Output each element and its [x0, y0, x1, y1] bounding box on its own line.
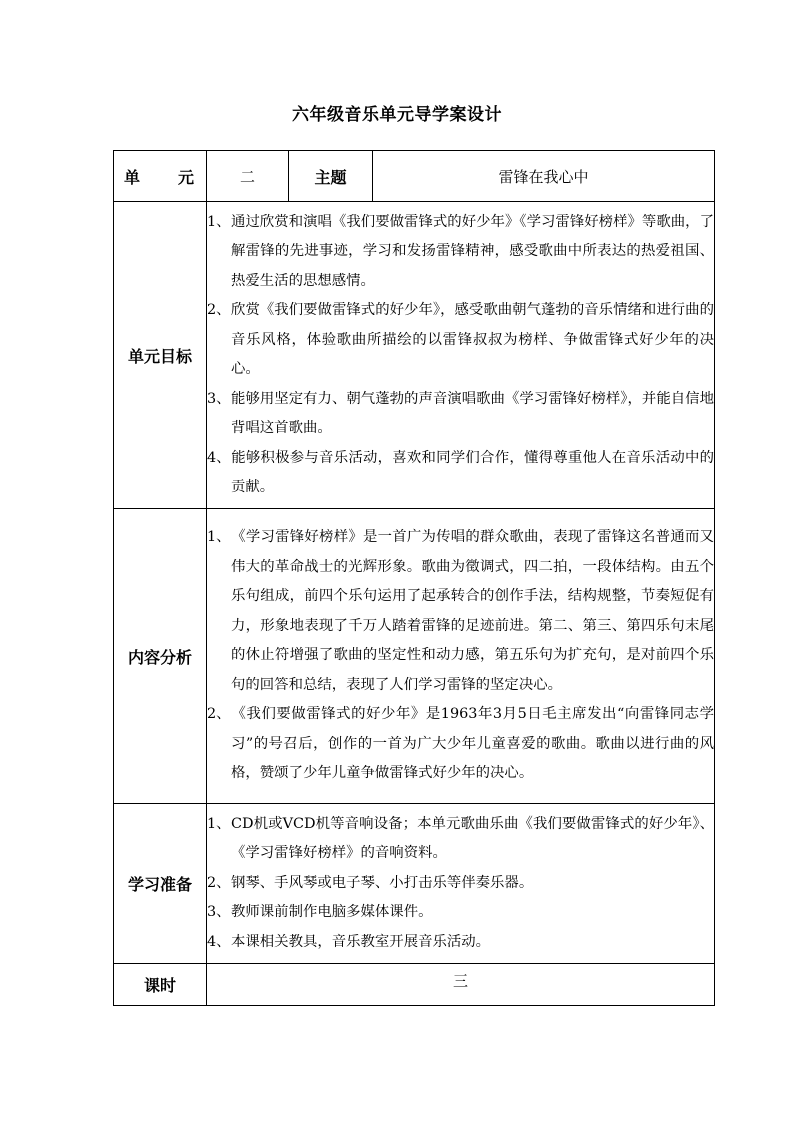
- analysis-row: [114, 509, 715, 804]
- lessons-value: 三: [207, 964, 715, 1006]
- unit-label: 单 元: [114, 151, 207, 202]
- goals-row: [114, 202, 715, 509]
- theme-value: 雷锋在我心中: [373, 151, 715, 202]
- lessons-label: 课时: [114, 964, 207, 1006]
- preparation-item-4: 4、本课相关教具，音乐教室开展音乐活动。: [207, 933, 491, 950]
- preparation-label: 学习准备: [114, 804, 207, 964]
- unit-value: 二: [207, 151, 289, 202]
- preparation-item-3: 3、教师课前制作电脑多媒体课件。: [207, 904, 433, 921]
- goal-item-3: 3、能够用坚定有力、朝气蓬勃的声音演唱歌曲《学习雷锋好榜样》，并能自信地背唱这首歌曲。: [207, 390, 714, 436]
- goal-item-2: 2、欣赏《我们要做雷锋式的好少年》，感受歌曲朝气蓬勃的音乐情绪和进行曲的音乐风格，体验歌曲所描绘的以雷锋叔叔为榜样、争做雷锋式好少年的决心。: [207, 302, 714, 377]
- lesson-plan-table: [113, 150, 715, 1006]
- preparation-item-2: 2、钢琴、手风琴或电子琴、小打击乐等伴奏乐器。: [207, 874, 534, 891]
- analysis-label: 内容分析: [114, 509, 207, 804]
- goal-item-4: 4、能够积极参与音乐活动，喜欢和同学们合作，懂得尊重他人在音乐活动中的贡献。: [207, 449, 714, 495]
- preparation-content: [207, 804, 715, 964]
- analysis-content: [207, 509, 715, 804]
- goal-item-1: 1、通过欣赏和演唱《我们要做雷锋式的好少年》《学习雷锋好榜样》等歌曲，了解雷锋的先进事迹，学习和发扬雷锋精神，感受歌曲中所表达的热爱祖国、热爱生活的思想感情。: [207, 213, 714, 289]
- goals-label: 单元目标: [114, 202, 207, 509]
- goals-content: [207, 202, 715, 509]
- analysis-item-1: 1、《学习雷锋好榜样》是一首广为传唱的群众歌曲，表现了雷锋这名普通而又伟大的革命战士的光辉形象。歌曲为徵调式，四二拍，一段体结构。由五个乐句组成，前四个乐句运用了起承转合的创作手法，结构规整，节奏短促有力，形象地表现了千万人踏着雷锋的足迹前进。第二、第三、第四乐句末尾的休止符增强了歌曲的坚定性和动力感，第五乐句为扩充句，是对前四个乐句的回答和总结，表现了人们学习雷锋的坚定决心。: [207, 529, 714, 693]
- lessons-row: [114, 964, 715, 1006]
- theme-label: 主题: [289, 151, 373, 202]
- document-title: 六年级音乐单元导学案设计: [292, 105, 502, 125]
- preparation-item-1: 1、CD机或VCD机等音响设备；本单元歌曲乐曲《我们要做雷锋式的好少年》、《学习雷锋好榜样》的音响资料。: [207, 815, 714, 862]
- analysis-item-2: 2、《我们要做雷锋式的好少年》是1963年3月5日毛主席发出“向雷锋同志学习”的号召后，创作的一首为广大少年儿童喜爱的歌曲。歌曲以进行曲的风格，赞颂了少年儿童争做雷锋式好少年的决心。: [207, 706, 714, 782]
- preparation-row: [114, 804, 715, 964]
- header-row: [114, 151, 715, 202]
